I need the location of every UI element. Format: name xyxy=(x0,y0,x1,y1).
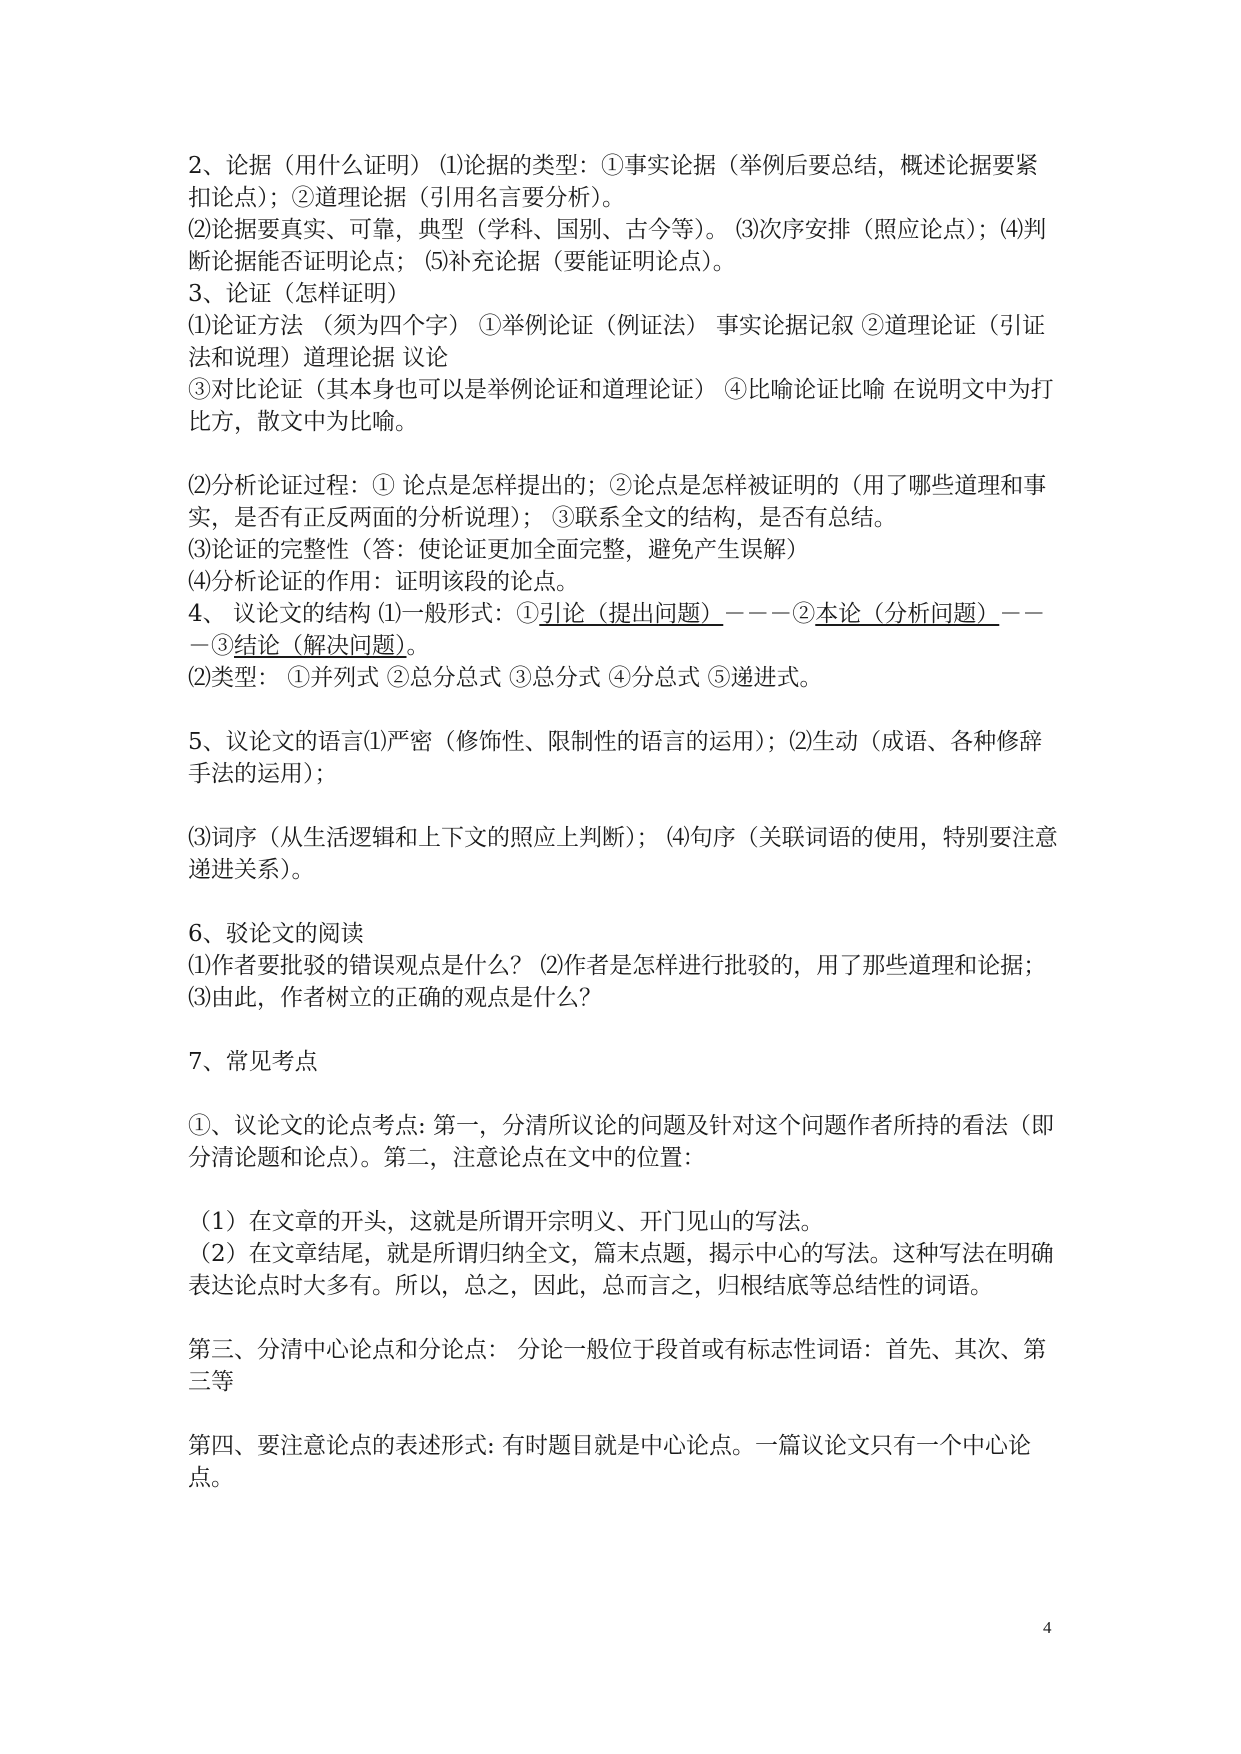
paragraph-thesis-ending: （2）在文章结尾，就是所谓归纳全文，篇末点题，揭示中心的写法。这种写法在明确表达论点时大多有。所以，总之，因此，总而言之，归根结底等总结性的词语。 xyxy=(188,1241,1054,1299)
spacer xyxy=(188,694,1058,726)
paragraph-thesis-points: ①、议论文的论点考点: 第一，分清所议论的问题及针对这个问题作者所持的看法（即分清论题和论点）。第二，注意论点在文中的位置： xyxy=(188,1113,1055,1171)
structure-end: 。 xyxy=(406,633,430,659)
heading-common-points: 7、常见考点 xyxy=(188,1049,318,1075)
heading-argumentation: 3、论证（怎样证明） xyxy=(188,281,410,307)
paragraph-refutation: ⑴作者要批驳的错误观点是什么？ ⑵作者是怎样进行批驳的，用了那些道理和论据； ⑶由此，作者树立的正确的观点是什么？ xyxy=(188,953,1054,1011)
structure-prefix: 4、 议论文的结构 ⑴一般形式：① xyxy=(188,601,540,627)
paragraph-essay-language: 5、议论文的语言⑴严密（修饰性、限制性的语言的运用）；⑵生动（成语、各种修辞手法的运用）； xyxy=(188,729,1043,787)
structure-separator: －－－③ xyxy=(188,601,1046,659)
paragraph-argument-process: ⑵分析论证过程：① 论点是怎样提出的；②论点是怎样被证明的（用了哪些道理和事实，是否有正反两面的分析说理）； ③联系全文的结构，是否有总结。 xyxy=(188,473,1047,531)
paragraph-evidence-requirements: ⑵论据要真实、可靠，典型（学科、国别、古今等）。 ⑶次序安排（照应论点）；⑷判断论据能否证明论点； ⑸补充论据（要能证明论点）。 xyxy=(188,217,1047,275)
paragraph-sub-thesis: 第三、分清中心论点和分论点： 分论一般位于段首或有标志性词语：首先、其次、第三等 xyxy=(188,1337,1047,1395)
paragraph-argument-methods-a: ⑴论证方法 （须为四个字） ①举例论证（例证法） 事实论据记叙 ②道理论证（引证法和说理）道理论据 议论 xyxy=(188,313,1046,371)
structure-separator: －－－② xyxy=(723,601,816,627)
spacer xyxy=(188,438,1058,470)
structure-conclusion: 结论（解决问题） xyxy=(234,633,407,659)
document-body xyxy=(188,150,1058,1494)
paragraph-thesis-form: 第四、要注意论点的表述形式: 有时题目就是中心论点。一篇议论文只有一个中心论点。 xyxy=(188,1433,1032,1491)
spacer xyxy=(188,1174,1058,1206)
paragraph-essay-structure xyxy=(188,598,1058,662)
structure-body: 本论（分析问题） xyxy=(815,601,1000,627)
spacer xyxy=(188,1302,1058,1334)
page-number: 4 xyxy=(1043,1618,1052,1637)
spacer xyxy=(188,790,1058,822)
paragraph-argument-function: ⑷分析论证的作用：证明该段的论点。 xyxy=(188,569,579,595)
spacer xyxy=(188,1014,1058,1046)
paragraph-thesis-beginning: （1）在文章的开头，这就是所谓开宗明义、开门见山的写法。 xyxy=(188,1209,824,1235)
spacer xyxy=(188,1398,1058,1430)
structure-introduction: 引论（提出问题） xyxy=(539,601,724,627)
paragraph-argument-completeness: ⑶论证的完整性（答：使论证更加全面完整，避免产生误解） xyxy=(188,537,809,563)
paragraph-word-order: ⑶词序（从生活逻辑和上下文的照应上判断）； ⑷句序（关联词语的使用，特别要注意递进关系）。 xyxy=(188,825,1058,883)
paragraph-structure-types: ⑵类型： ①并列式 ②总分总式 ③总分式 ④分总式 ⑤递进式。 xyxy=(188,665,823,691)
paragraph-argument-methods-b: ③对比论证（其本身也可以是举例论证和道理论证） ④比喻论证比喻 在说明文中为打比方，散文中为比喻。 xyxy=(188,377,1054,435)
spacer xyxy=(188,1078,1058,1110)
paragraph-evidence-types: 2、论据（用什么证明） ⑴论据的类型：①事实论据（举例后要总结，概述论据要紧扣论点）；②道理论据（引用名言要分析）。 xyxy=(188,153,1038,211)
spacer xyxy=(188,886,1058,918)
heading-refutation: 6、驳论文的阅读 xyxy=(188,921,364,947)
